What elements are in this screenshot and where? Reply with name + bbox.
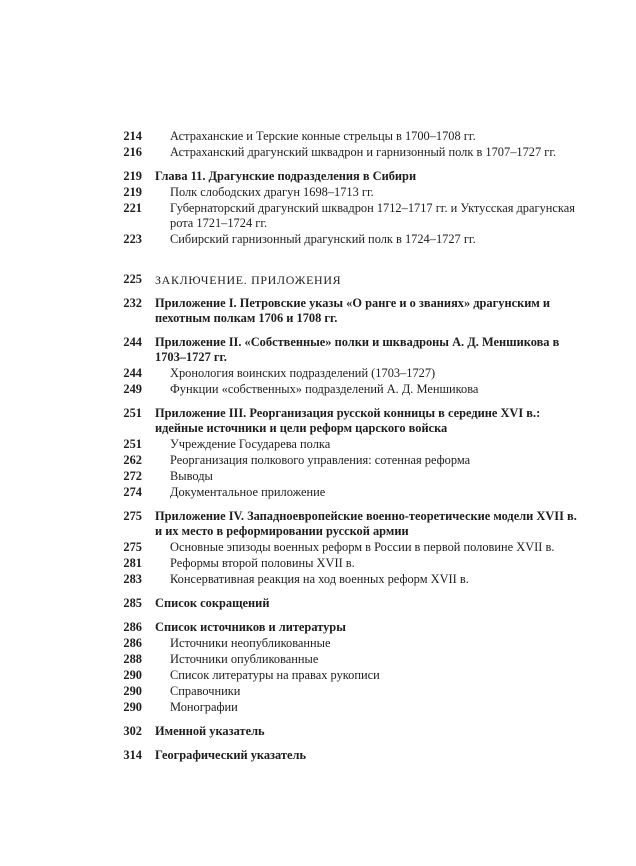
- toc-page-number: 221: [123, 201, 142, 215]
- toc-entry-title: Сибирский гарнизонный драгунский полк в 1724–1727 гг.: [170, 232, 476, 246]
- toc-entry: [116, 453, 582, 468]
- toc-entry: [116, 620, 582, 635]
- toc-page-number: 219: [123, 169, 142, 183]
- toc-page-number: 283: [123, 572, 142, 587]
- toc-entry-title: Документальное приложение: [170, 485, 326, 500]
- toc-entry-title: Основные эпизоды военных реформ в России в первой половине XVII в.: [170, 540, 555, 555]
- toc-entry-title: Источники неопубликованные: [170, 636, 331, 651]
- toc-entry: [116, 556, 582, 571]
- toc-entry: [116, 382, 582, 397]
- toc-entry-title: Реформы второй половины XVII в.: [170, 556, 355, 571]
- toc-page-number: 223: [123, 232, 142, 246]
- toc-page-number: 314: [123, 748, 142, 763]
- toc-page-number: 251: [123, 406, 142, 421]
- toc-page-number: 285: [123, 596, 142, 611]
- toc-page-number: 251: [123, 437, 142, 452]
- toc-page-number: 225: [123, 272, 142, 286]
- toc-page-number: 244: [123, 366, 142, 381]
- toc-entry: [116, 201, 582, 231]
- toc-entry: [116, 485, 582, 500]
- toc-page-number: 219: [123, 185, 142, 199]
- toc-entry: [116, 129, 582, 144]
- toc-entry-title: Приложение I. Петровские указы «О ранге и о званиях» драгунским и пехотным полкам 1706 и 1708 гг.: [155, 296, 551, 326]
- toc-page-number: 288: [123, 652, 142, 667]
- toc-list: [116, 129, 582, 763]
- toc-entry-title: Реорганизация полкового управления: сотенная реформа: [170, 453, 471, 468]
- toc-entry: [116, 572, 582, 587]
- toc-entry: [116, 509, 582, 539]
- toc-entry-title: Полк слободских драгун 1698–1713 гг.: [170, 185, 374, 199]
- toc-entry: [116, 668, 582, 683]
- toc-page-number: 290: [123, 668, 142, 683]
- toc-entry-title: Географический указатель: [155, 748, 306, 763]
- toc-entry-title: Учреждение Государева полка: [170, 437, 331, 452]
- toc-entry: [116, 540, 582, 555]
- toc-entry-title: Консервативная реакция на ход военных реформ XVII в.: [170, 572, 469, 587]
- toc-page-number: 290: [123, 700, 142, 715]
- toc-entry: [116, 296, 582, 326]
- toc-entry: [116, 748, 582, 763]
- toc-page-number: 286: [123, 636, 142, 651]
- toc-entry-title: ЗАКЛЮЧЕНИЕ. ПРИЛОЖЕНИЯ: [155, 273, 342, 287]
- toc-entry-title: Список источников и литературы: [155, 620, 346, 635]
- toc-entry-title: Хронология воинских подразделений (1703–1727): [170, 366, 436, 381]
- toc-entry: [116, 185, 582, 200]
- toc-page-number: 275: [123, 540, 142, 555]
- toc-page-number: 216: [123, 145, 142, 159]
- toc-entry: [116, 724, 582, 739]
- toc-page-number: 281: [123, 556, 142, 571]
- toc-entry: [116, 335, 582, 365]
- toc-page-number: 244: [123, 335, 142, 350]
- toc-entry: [116, 272, 582, 287]
- toc-entry: [116, 700, 582, 715]
- toc-entry-title: Источники опубликованные: [170, 652, 319, 667]
- toc-entry: [116, 652, 582, 667]
- toc-page-number: 214: [123, 129, 142, 143]
- toc-entry-title: Губернаторский драгунский шквадрон 1712–1717 гг. и Уктусская драгунская рота 1721–1724 гг.: [170, 201, 575, 230]
- toc-page-number: 262: [123, 453, 142, 468]
- toc-entry-title: Астраханский драгунский шквадрон и гарнизонный полк в 1707–1727 гг.: [170, 145, 557, 159]
- toc-page-number: 274: [123, 485, 142, 500]
- toc-entry: [116, 366, 582, 381]
- toc-entry-title: Список сокращений: [155, 596, 270, 611]
- toc-entry: [116, 406, 582, 436]
- toc-entry: [116, 145, 582, 160]
- toc-page-number: 272: [123, 469, 142, 484]
- toc-page-number: 232: [123, 296, 142, 311]
- toc-page-number: 290: [123, 684, 142, 699]
- toc-entry: [116, 169, 582, 184]
- toc-entry-title: Функции «собственных» подразделений А. Д. Меншикова: [170, 382, 479, 397]
- toc-entry-title: Приложение II. «Собственные» полки и шквадроны А. Д. Меншикова в 1703–1727 гг.: [155, 335, 560, 365]
- toc-entry-title: Справочники: [170, 684, 241, 699]
- toc-entry-title: Глава 11. Драгунские подразделения в Сибири: [155, 169, 417, 183]
- toc-entry: [116, 684, 582, 699]
- toc-entry: [116, 469, 582, 484]
- toc-entry-title: Приложение IV. Западноевропейские военно-теоретические модели XVII в. и их место в реформировании русской армии: [155, 509, 577, 539]
- toc-page-number: 275: [123, 509, 142, 524]
- toc-page-number: 249: [123, 382, 142, 397]
- toc-entry-title: Приложение III. Реорганизация русской конницы в середине XVI в.: идейные источники и цели реформ царского войска: [155, 406, 541, 436]
- toc-entry: [116, 232, 582, 247]
- toc-page-number: 286: [123, 620, 142, 635]
- toc-page-number: 302: [123, 724, 142, 739]
- toc-entry: [116, 596, 582, 611]
- toc-entry-title: Выводы: [170, 469, 213, 484]
- toc-entry-title: Монографии: [170, 700, 238, 715]
- toc-entry-title: Список литературы на правах рукописи: [170, 668, 380, 683]
- toc-entry: [116, 636, 582, 651]
- toc-entry-title: Астраханские и Терские конные стрельцы в 1700–1708 гг.: [170, 129, 476, 143]
- toc-entry-title: Именной указатель: [155, 724, 265, 739]
- toc-entry: [116, 437, 582, 452]
